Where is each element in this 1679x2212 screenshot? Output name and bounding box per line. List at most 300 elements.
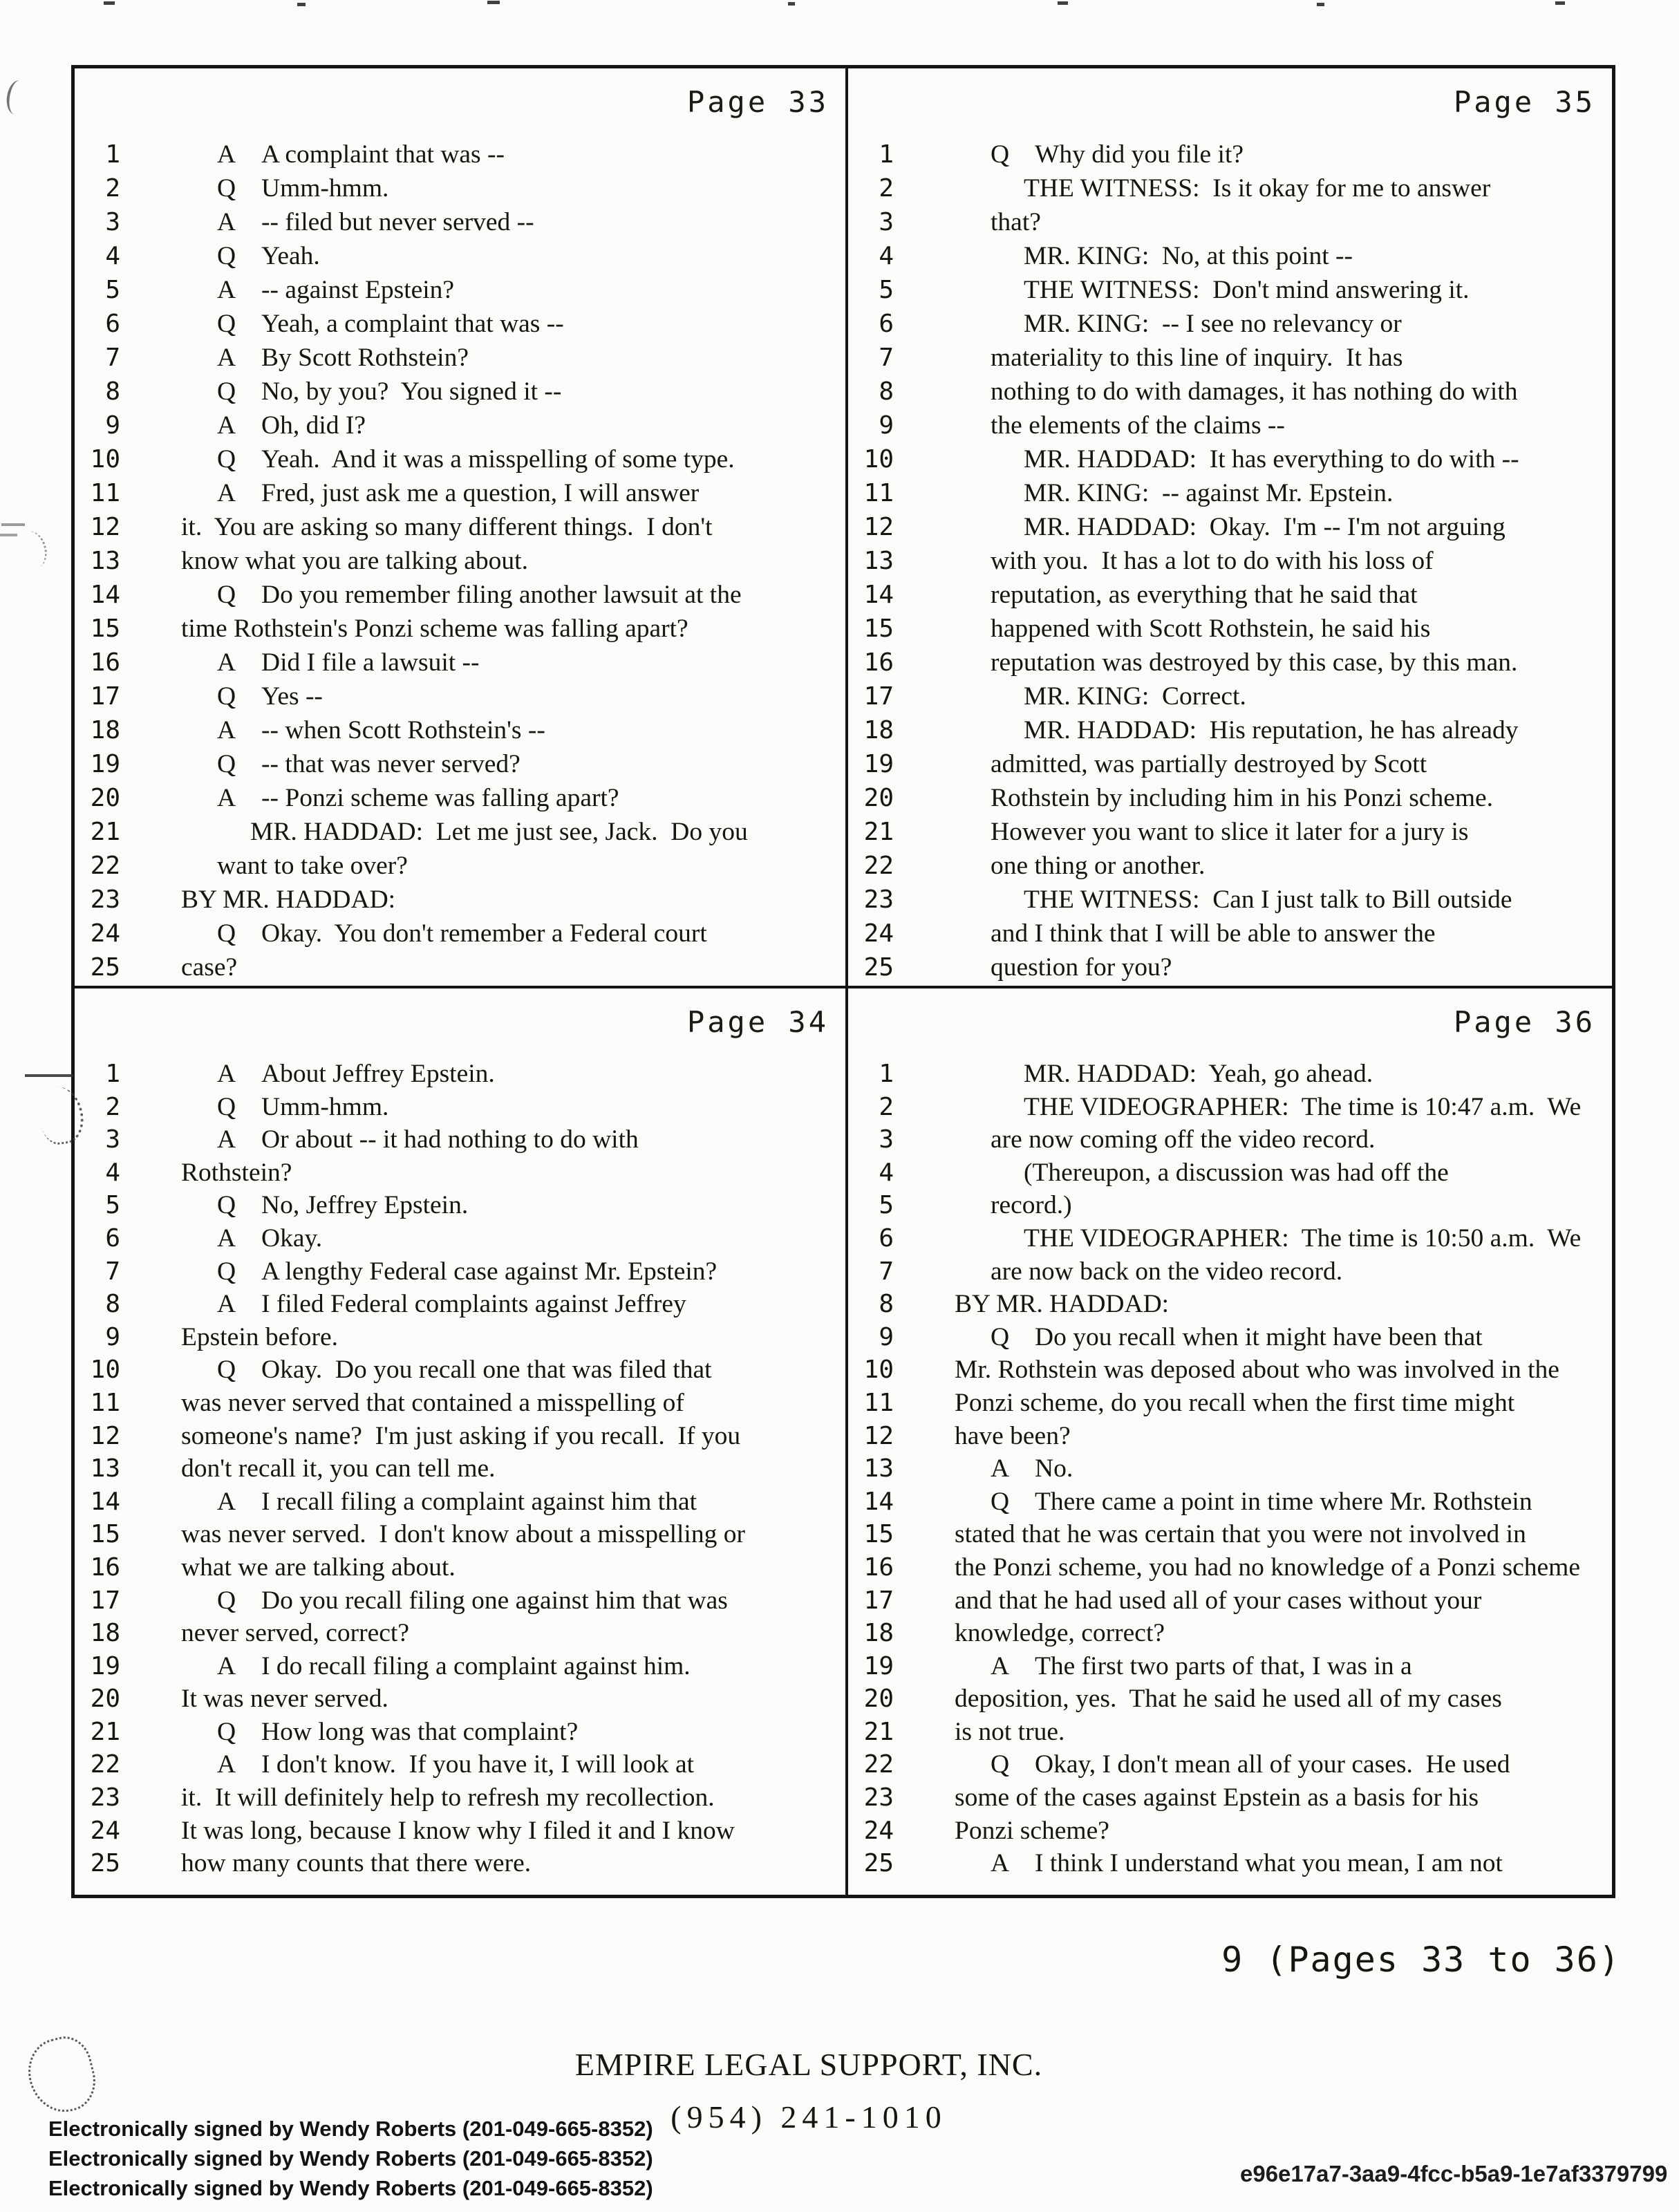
scan-artifact — [297, 3, 306, 6]
line-text: A Or about -- it had nothing to do with — [120, 1123, 639, 1156]
line-number: 17 — [863, 1586, 894, 1615]
transcript-line — [848, 307, 1612, 341]
qa-letter: Q — [217, 1092, 236, 1121]
line-text: Q Yes -- — [120, 679, 323, 713]
scan-artifact — [1058, 1, 1068, 5]
line-text: stated that he was certain that you were not involved in — [955, 1520, 1526, 1549]
line-number: 12 — [863, 513, 894, 541]
transcript-line — [848, 273, 1612, 307]
line-text: A A complaint that was -- — [120, 138, 505, 171]
line-text: Mr. Rothstein was deposed about who was involved in the — [955, 1356, 1559, 1385]
line-text: MR. HADDAD: It has everything to do with -- — [1024, 445, 1519, 474]
line-text: it. It will definitely help to refresh my recollection. — [181, 1783, 715, 1812]
line-text: THE WITNESS: Is it okay for me to answer — [1024, 174, 1491, 203]
line-number: 24 — [863, 1816, 894, 1845]
line-number: 23 — [863, 885, 894, 914]
qa-letter: Q — [217, 1586, 236, 1615]
line-number: 24 — [90, 1816, 120, 1845]
page-36-header: Page 36 — [1453, 1005, 1595, 1039]
line-text: BY MR. HADDAD: — [955, 1290, 1170, 1319]
transcript-line — [75, 476, 845, 510]
line-text: THE VIDEOGRAPHER: The time is 10:47 a.m. We — [1024, 1092, 1582, 1121]
transcript-line — [75, 1255, 845, 1288]
line-text: admitted, was partially destroyed by Scott — [991, 750, 1427, 778]
line-number: 20 — [90, 784, 120, 812]
transcript-line — [848, 1551, 1612, 1584]
line-text: nothing to do with damages, it has nothing do with — [991, 377, 1518, 406]
transcript-line — [848, 341, 1612, 375]
qa-letter: Q — [217, 919, 236, 948]
line-number: 3 — [879, 208, 894, 236]
transcript-line — [75, 1321, 845, 1354]
line-text: Q Yeah. And it was a misspelling of some type. — [120, 442, 735, 476]
line-text: Ponzi scheme, do you recall when the first time might — [955, 1388, 1515, 1417]
scan-artifact — [788, 2, 795, 6]
line-text: never served, correct? — [181, 1619, 409, 1648]
line-text: It was never served. — [181, 1685, 388, 1714]
page-35-panel — [848, 68, 1612, 986]
line-number: 16 — [90, 1553, 120, 1582]
line-number: 11 — [90, 479, 120, 507]
transcript-line — [75, 1123, 845, 1156]
line-number: 9 — [105, 1322, 120, 1351]
line-text: what we are talking about. — [181, 1553, 456, 1582]
transcript-line — [848, 442, 1612, 476]
electronic-signature-line: Electronically signed by Wendy Roberts (201-049-665-8352) — [48, 2176, 653, 2200]
line-text: want to take over? — [217, 852, 408, 880]
line-text: materiality to this line of inquiry. It has — [991, 344, 1403, 372]
line-text: Ponzi scheme? — [955, 1816, 1109, 1845]
line-text: MR. HADDAD: Yeah, go ahead. — [1024, 1060, 1373, 1088]
line-number: 7 — [879, 1257, 894, 1286]
line-number: 18 — [90, 1619, 120, 1648]
line-number: 2 — [105, 1092, 120, 1121]
line-number: 6 — [105, 310, 120, 338]
line-number: 2 — [105, 174, 120, 203]
scan-artifact — [1555, 1, 1565, 5]
line-text: was never served that contained a misspelling of — [181, 1388, 684, 1417]
qa-letter: Q — [991, 140, 1010, 169]
line-text: Q There came a point in time where Mr. Rothstein — [894, 1485, 1532, 1519]
transcript-line — [848, 1353, 1612, 1387]
line-number: 19 — [863, 750, 894, 778]
line-number: 15 — [863, 615, 894, 643]
transcript-line — [848, 239, 1612, 273]
line-number: 9 — [879, 1322, 894, 1351]
line-number: 5 — [879, 276, 894, 304]
qa-letter: Q — [991, 1750, 1010, 1779]
line-number: 14 — [863, 1487, 894, 1516]
transcript-line — [75, 1650, 845, 1683]
transcript-line — [75, 171, 845, 205]
line-number: 13 — [863, 547, 894, 575]
line-number: 4 — [105, 1158, 120, 1187]
line-text: happened with Scott Rothstein, he said his — [991, 615, 1431, 643]
qa-letter: A — [217, 140, 236, 169]
page-33-lines — [75, 138, 845, 984]
qa-letter: Q — [217, 310, 236, 338]
line-number: 23 — [90, 1783, 120, 1812]
line-text: Q Umm-hmm. — [120, 1091, 388, 1124]
qa-letter: Q — [217, 377, 236, 406]
qa-letter: A — [217, 1487, 236, 1516]
qa-letter: Q — [217, 581, 236, 609]
qa-letter: Q — [217, 174, 236, 203]
line-text: A About Jeffrey Epstein. — [120, 1058, 495, 1091]
line-number: 4 — [879, 242, 894, 270]
qa-letter: A — [217, 1224, 236, 1253]
line-number: 21 — [863, 1717, 894, 1746]
transcript-line — [75, 1420, 845, 1453]
qa-letter: Q — [217, 682, 236, 711]
line-text: MR. KING: Correct. — [1024, 682, 1246, 711]
transcript-line — [848, 1748, 1612, 1781]
line-text: reputation was destroyed by this case, by this man. — [991, 648, 1518, 677]
line-text: case? — [181, 953, 238, 982]
qa-letter: A — [217, 479, 236, 507]
transcript-line — [75, 273, 845, 307]
line-text: Q Yeah. — [120, 239, 320, 273]
transcript-line — [75, 1748, 845, 1781]
page-range-label: 9 (Pages 33 to 36) — [1221, 1940, 1621, 1980]
line-text: don't recall it, you can tell me. — [181, 1454, 496, 1483]
line-text: A Okay. — [120, 1222, 322, 1255]
transcript-line — [75, 713, 845, 747]
line-number: 22 — [90, 1750, 120, 1779]
line-text: MR. HADDAD: His reputation, he has already — [1024, 716, 1519, 744]
line-number: 16 — [90, 648, 120, 677]
line-number: 1 — [105, 140, 120, 169]
transcript-line — [848, 171, 1612, 205]
qa-letter: A — [217, 276, 236, 304]
line-text: know what you are talking about. — [181, 547, 528, 575]
qa-letter: Q — [217, 445, 236, 474]
line-number: 13 — [863, 1454, 894, 1483]
scan-artifact — [4, 79, 30, 116]
line-text: A -- when Scott Rothstein's -- — [120, 713, 545, 747]
line-number: 9 — [879, 411, 894, 440]
transcript-line — [75, 747, 845, 781]
qa-letter: A — [217, 1060, 236, 1088]
line-text: Q Okay. Do you recall one that was filed that — [120, 1353, 712, 1387]
line-number: 9 — [105, 411, 120, 440]
line-number: 20 — [863, 1685, 894, 1714]
line-text: knowledge, correct? — [955, 1619, 1165, 1648]
line-number: 6 — [105, 1224, 120, 1253]
transcript-line — [848, 476, 1612, 510]
line-number: 8 — [105, 1290, 120, 1319]
electronic-signature-line: Electronically signed by Wendy Roberts (201-049-665-8352) — [48, 2117, 653, 2141]
transcript-line — [848, 1683, 1612, 1716]
line-number: 1 — [105, 1060, 120, 1088]
line-number: 16 — [863, 1553, 894, 1582]
line-number: 18 — [863, 1619, 894, 1648]
line-text: it. You are asking so many different things. I don't — [181, 513, 713, 541]
line-number: 21 — [90, 1717, 120, 1746]
qa-letter: A — [217, 1290, 236, 1319]
transcript-line — [75, 1683, 845, 1716]
transcript-line — [75, 1815, 845, 1848]
line-number: 18 — [90, 716, 120, 744]
transcript-line — [75, 138, 845, 171]
line-number: 25 — [863, 953, 894, 982]
scan-artifact — [1317, 3, 1324, 6]
transcript-line — [848, 1584, 1612, 1618]
line-text: A I filed Federal complaints against Jeffrey — [120, 1288, 686, 1321]
line-text: Q Why did you file it? — [894, 138, 1244, 171]
line-number: 12 — [90, 513, 120, 541]
transcript-line — [848, 510, 1612, 544]
qa-letter: A — [217, 1125, 236, 1154]
line-number: 13 — [90, 547, 120, 575]
line-text: It was long, because I know why I filed it and I know — [181, 1816, 735, 1845]
line-text: Q No, Jeffrey Epstein. — [120, 1189, 468, 1222]
line-text: how many counts that there were. — [181, 1849, 532, 1878]
line-text: that? — [991, 208, 1041, 236]
transcript-line — [848, 1255, 1612, 1288]
page-34-header: Page 34 — [686, 1005, 829, 1039]
transcript-line — [75, 815, 845, 849]
qa-letter: Q — [217, 750, 236, 778]
qa-letter: A — [217, 344, 236, 372]
line-text: the Ponzi scheme, you had no knowledge of a Ponzi scheme — [955, 1553, 1580, 1582]
transcript-line — [848, 1617, 1612, 1650]
line-number: 25 — [863, 1849, 894, 1878]
line-text: some of the cases against Epstein as a basis for his — [955, 1783, 1479, 1812]
line-text: A I don't know. If you have it, I will look at — [120, 1748, 694, 1781]
line-text: A By Scott Rothstein? — [120, 341, 469, 375]
line-text: Q A lengthy Federal case against Mr. Epstein? — [120, 1255, 717, 1288]
transcript-line — [75, 1387, 845, 1420]
line-text: and I think that I will be able to answer the — [991, 919, 1436, 948]
line-text: Q Yeah, a complaint that was -- — [120, 307, 564, 341]
page-36-panel — [848, 988, 1612, 1895]
transcript-line — [848, 713, 1612, 747]
transcript-line — [75, 409, 845, 442]
qa-letter: A — [991, 1651, 1010, 1680]
qa-letter: Q — [217, 242, 236, 270]
transcript-line — [75, 1781, 845, 1815]
line-number: 10 — [90, 445, 120, 474]
transcript-line — [848, 1288, 1612, 1321]
transcript-line — [75, 679, 845, 713]
transcript-line — [75, 781, 845, 815]
line-number: 11 — [863, 1388, 894, 1417]
transcript-line — [848, 1716, 1612, 1749]
transcript-line — [75, 1716, 845, 1749]
transcript-line — [848, 1091, 1612, 1124]
line-number: 12 — [863, 1421, 894, 1450]
transcript-line — [75, 1617, 845, 1650]
transcript-line — [848, 1058, 1612, 1091]
transcript-line — [75, 1847, 845, 1880]
line-number: 22 — [90, 852, 120, 880]
line-text: is not true. — [955, 1717, 1065, 1746]
transcript-line — [75, 510, 845, 544]
line-number: 1 — [879, 140, 894, 169]
line-text: However you want to slice it later for a jury is — [991, 818, 1469, 846]
transcript-line — [75, 612, 845, 646]
line-number: 14 — [90, 581, 120, 609]
transcript-line — [75, 849, 845, 883]
page-35-header: Page 35 — [1453, 85, 1595, 119]
line-text: reputation, as everything that he said that — [991, 581, 1418, 609]
transcript-line — [75, 917, 845, 950]
line-text: are now back on the video record. — [991, 1257, 1343, 1286]
transcript-line — [848, 849, 1612, 883]
line-number: 15 — [90, 615, 120, 643]
line-text: MR. HADDAD: Okay. I'm -- I'm not arguing — [1024, 513, 1506, 541]
transcript-line — [75, 1353, 845, 1387]
line-number: 14 — [90, 1487, 120, 1516]
qa-letter: Q — [217, 1356, 236, 1385]
line-number: 21 — [90, 818, 120, 846]
line-text: MR. KING: -- I see no relevancy or — [1024, 310, 1402, 338]
line-text: and that he had used all of your cases without your — [955, 1586, 1482, 1615]
page-33-header: Page 33 — [686, 85, 829, 119]
line-text: was never served. I don't know about a misspelling or — [181, 1520, 745, 1549]
qa-letter: A — [217, 1651, 236, 1680]
transcript-line — [75, 341, 845, 375]
scan-artifact — [1, 523, 25, 526]
qa-letter: Q — [217, 1717, 236, 1746]
transcript-line — [848, 883, 1612, 917]
line-text: someone's name? I'm just asking if you recall. If you — [181, 1421, 741, 1450]
line-number: 17 — [863, 682, 894, 711]
line-number: 1 — [879, 1060, 894, 1088]
line-text: A Did I file a lawsuit -- — [120, 646, 480, 679]
line-number: 22 — [863, 852, 894, 880]
line-number: 15 — [90, 1520, 120, 1549]
transcript-line — [75, 307, 845, 341]
line-text: A I recall filing a complaint against him that — [120, 1485, 697, 1519]
transcript-line — [75, 646, 845, 679]
line-text: A I do recall filing a complaint against him. — [120, 1650, 691, 1683]
line-text: Epstein before. — [181, 1322, 338, 1351]
transcript-line — [75, 1518, 845, 1551]
transcript-line — [75, 1584, 845, 1618]
line-text: are now coming off the video record. — [991, 1125, 1376, 1154]
scan-artifact — [0, 534, 17, 536]
line-number: 10 — [863, 445, 894, 474]
transcript-line — [75, 1156, 845, 1190]
transcript-line — [848, 205, 1612, 239]
transcript-line — [75, 375, 845, 409]
qa-letter: A — [217, 784, 236, 812]
line-text: THE WITNESS: Can I just talk to Bill outside — [1024, 885, 1512, 914]
page-34-lines — [75, 1058, 845, 1880]
scan-artifact — [15, 528, 50, 571]
line-text: time Rothstein's Ponzi scheme was falling apart? — [181, 615, 688, 643]
line-number: 25 — [90, 953, 120, 982]
line-text: Q Okay. You don't remember a Federal court — [120, 917, 707, 950]
line-text: A Fred, just ask me a question, I will answer — [120, 476, 699, 510]
line-text: (Thereupon, a discussion was had off the — [1024, 1158, 1449, 1187]
transcript-line — [848, 1156, 1612, 1190]
line-number: 4 — [879, 1158, 894, 1187]
line-text: Q How long was that complaint? — [120, 1716, 578, 1749]
transcript-line — [75, 1288, 845, 1321]
line-number: 6 — [879, 310, 894, 338]
line-number: 4 — [105, 242, 120, 270]
line-text: A I think I understand what you mean, I am not — [894, 1847, 1503, 1880]
transcript-line — [848, 679, 1612, 713]
line-number: 24 — [863, 919, 894, 948]
line-text: BY MR. HADDAD: — [181, 885, 396, 914]
line-text: one thing or another. — [991, 852, 1206, 880]
line-text: A Oh, did I? — [120, 409, 366, 442]
line-number: 15 — [863, 1520, 894, 1549]
transcript-line — [75, 1091, 845, 1124]
line-text: Rothstein by including him in his Ponzi scheme. — [991, 784, 1494, 812]
line-number: 8 — [879, 1290, 894, 1319]
line-number: 7 — [879, 344, 894, 372]
line-text: A -- Ponzi scheme was falling apart? — [120, 781, 619, 815]
line-number: 5 — [105, 1191, 120, 1220]
transcript-line — [848, 1781, 1612, 1815]
electronic-signature-block — [48, 2114, 653, 2203]
transcript-line — [848, 1420, 1612, 1453]
electronic-signature-line: Electronically signed by Wendy Roberts (201-049-665-8352) — [48, 2146, 653, 2171]
line-text: question for you? — [991, 953, 1172, 982]
line-number: 18 — [863, 716, 894, 744]
line-text: Q Okay, I don't mean all of your cases. He used — [894, 1748, 1510, 1781]
line-number: 25 — [90, 1849, 120, 1878]
line-number: 20 — [863, 784, 894, 812]
line-text: MR. KING: -- against Mr. Epstein. — [1024, 479, 1394, 507]
line-number: 10 — [90, 1356, 120, 1385]
document-id: e96e17a7-3aa9-4fcc-b5a9-1e7af3379799 — [1240, 2161, 1668, 2186]
qa-letter: A — [217, 411, 236, 440]
line-number: 19 — [863, 1651, 894, 1680]
line-text: Rothstein? — [181, 1158, 292, 1187]
line-text: deposition, yes. That he said he used all of my cases — [955, 1685, 1502, 1714]
page-35-lines — [848, 138, 1612, 984]
transcript-line — [75, 883, 845, 917]
scan-artifact — [25, 1074, 73, 1077]
transcript-line — [848, 781, 1612, 815]
transcript-line — [848, 1847, 1612, 1880]
transcript-line — [75, 1189, 845, 1222]
line-number: 17 — [90, 1586, 120, 1615]
transcript-line — [848, 747, 1612, 781]
transcript-line — [75, 239, 845, 273]
line-number: 23 — [863, 1783, 894, 1812]
line-number: 19 — [90, 750, 120, 778]
transcript-line — [848, 1321, 1612, 1354]
line-number: 16 — [863, 648, 894, 677]
transcript-line — [848, 1485, 1612, 1519]
line-text: the elements of the claims -- — [991, 411, 1285, 440]
line-number: 19 — [90, 1651, 120, 1680]
transcript-line — [848, 1222, 1612, 1255]
transcript-line — [848, 646, 1612, 679]
line-text: have been? — [955, 1421, 1071, 1450]
page-36-lines — [848, 1058, 1612, 1880]
transcript-line — [848, 815, 1612, 849]
transcript-line — [848, 1452, 1612, 1485]
line-number: 23 — [90, 885, 120, 914]
line-number: 24 — [90, 919, 120, 948]
line-number: 2 — [879, 174, 894, 203]
line-number: 8 — [879, 377, 894, 406]
line-number: 2 — [879, 1092, 894, 1121]
line-number: 10 — [863, 1356, 894, 1385]
line-number: 11 — [863, 479, 894, 507]
transcript-line — [75, 1058, 845, 1091]
line-text: Q Umm-hmm. — [120, 171, 388, 205]
page-34-panel — [75, 988, 845, 1895]
